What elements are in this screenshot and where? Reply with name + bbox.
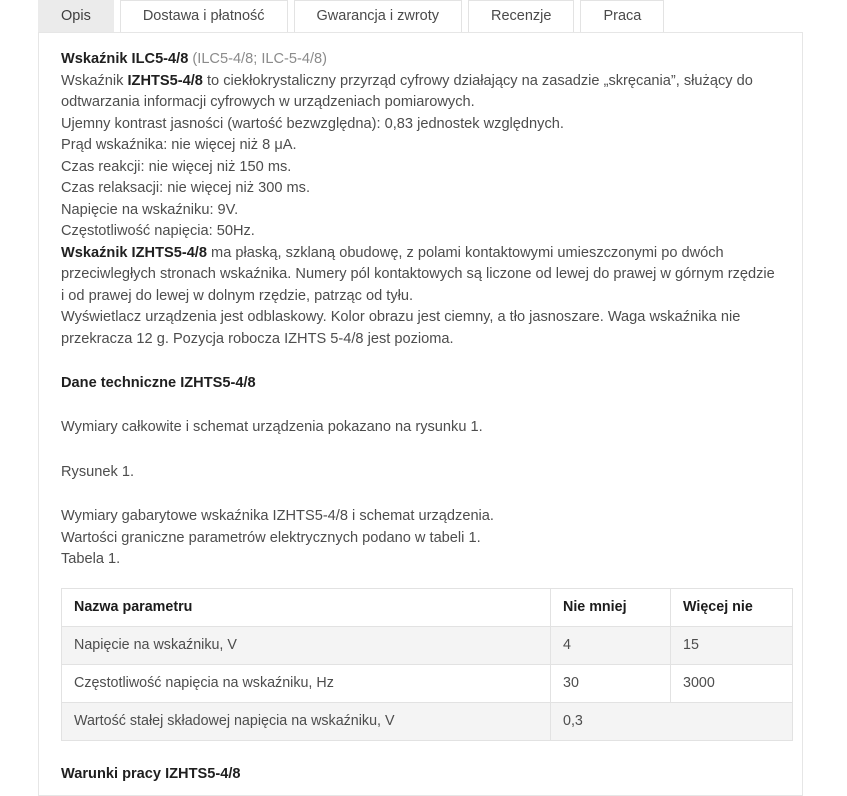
cell-max-value: 3000 <box>671 664 793 702</box>
tab-recenzje[interactable]: Recenzje <box>468 0 574 33</box>
cell-min-value: 30 <box>551 664 671 702</box>
spec-line: Czas relaksacji: nie więcej niż 300 ms. <box>61 180 310 196</box>
table-caption: Tabela 1. <box>61 551 121 567</box>
cell-parameter-name: Wartość stałej składowej napięcia na wskaźniku, V <box>62 702 551 740</box>
product-title-alt: (ILC5-4/8; ILC-5-4/8) <box>188 51 328 67</box>
cell-parameter-name: Napięcie na wskaźniku, V <box>62 626 551 664</box>
spec-line: Częstotliwość napięcia: 50Hz. <box>61 223 255 239</box>
spec-line: Prąd wskaźnika: nie więcej niż 8 μA. <box>61 137 297 153</box>
table-row <box>62 702 793 740</box>
spacer <box>61 571 780 588</box>
spacer <box>61 394 780 417</box>
cell-min-value: 4 <box>551 626 671 664</box>
cell-parameter-name: Częstotliwość napięcia na wskaźniku, Hz <box>62 664 551 702</box>
spacer <box>61 439 780 462</box>
spacer <box>61 741 780 764</box>
tab-dostawa-i-p-atno[interactable]: Dostawa i płatność <box>120 0 288 33</box>
electrical-limits-table <box>61 588 793 741</box>
spec-line: Ujemny kontrast jasności (wartość bezwzględna): 0,83 jednostek względnych. <box>61 115 564 132</box>
construction-paragraph <box>61 243 780 308</box>
tab-opis[interactable]: Opis <box>38 0 114 33</box>
intro-suffix: to ciekłokrystaliczny przyrząd cyfrowy działający na zasadzie „skręcania”, służący do odtwarzania informacji cyfrowych w urządzeniach pomiarowych. <box>61 72 753 110</box>
tab-list <box>38 0 803 33</box>
figure-caption: Rysunek 1. <box>61 463 135 480</box>
intro-model-code: IZHTS5-4/8 <box>127 72 203 89</box>
dimensions-line: Wymiary całkowite i schemat urządzenia pokazano na rysunku 1. <box>61 419 483 435</box>
table-header-cell: Więcej nie <box>671 588 793 626</box>
spec-line: Czas reakcji: nie więcej niż 150 ms. <box>61 158 292 175</box>
figure-description: Wymiary gabarytowe wskaźnika IZHTS5-4/8 i schemat urządzenia. <box>61 508 494 524</box>
tab-praca[interactable]: Praca <box>580 0 664 33</box>
table-head <box>62 588 793 626</box>
cell-max-value: 15 <box>671 626 793 664</box>
spacer <box>61 483 780 506</box>
intro-prefix: Wskaźnik <box>61 72 128 89</box>
spec-line-list <box>61 114 780 243</box>
limits-reference-line: Wartości graniczne parametrów elektrycznych podano w tabeli 1. <box>61 529 481 546</box>
working-conditions-heading: Warunki pracy IZHTS5-4/8 <box>61 765 241 782</box>
tab-gwarancja-i-zwroty[interactable]: Gwarancja i zwroty <box>294 0 462 33</box>
cell-min-value: 0,3 <box>551 702 793 740</box>
product-intro-paragraph <box>61 71 780 114</box>
table-header-cell: Nie mniej <box>551 588 671 626</box>
table-header-cell: Nazwa parametru <box>62 588 551 626</box>
tab-bar <box>38 0 803 33</box>
construction-model-code: Wskaźnik IZHTS5-4/8 <box>61 244 207 261</box>
product-title <box>61 49 780 71</box>
spec-line: Napięcie na wskaźniku: 9V. <box>61 201 239 218</box>
construction-text: ma płaską, szklaną obudowę, z polami kontaktowymi umieszczonymi po dwóch przeciwległych stronach wskaźnika. Numery pól kontaktowych są liczone od lewej do prawej w górnym rzędzie i od prawej do lewej w dolnym rzędzie, patrząc od tyłu. <box>61 244 775 304</box>
table-header-row <box>62 588 793 626</box>
display-paragraph: Wyświetlacz urządzenia jest odblaskowy. Kolor obrazu jest ciemny, a tło jasnoszare. Waga wskaźnika nie przekracza 12 g. Pozycja robocza IZHTS 5-4/8 jest pozioma. <box>61 309 741 347</box>
tab-panel-description <box>38 32 803 796</box>
spacer <box>61 350 780 373</box>
product-title-code: Wskaźnik ILC5-4/8 <box>61 51 189 67</box>
table-row <box>62 664 793 702</box>
technical-data-heading: Dane techniczne IZHTS5-4/8 <box>61 375 256 391</box>
table-body <box>62 626 793 740</box>
table-row <box>62 626 793 664</box>
